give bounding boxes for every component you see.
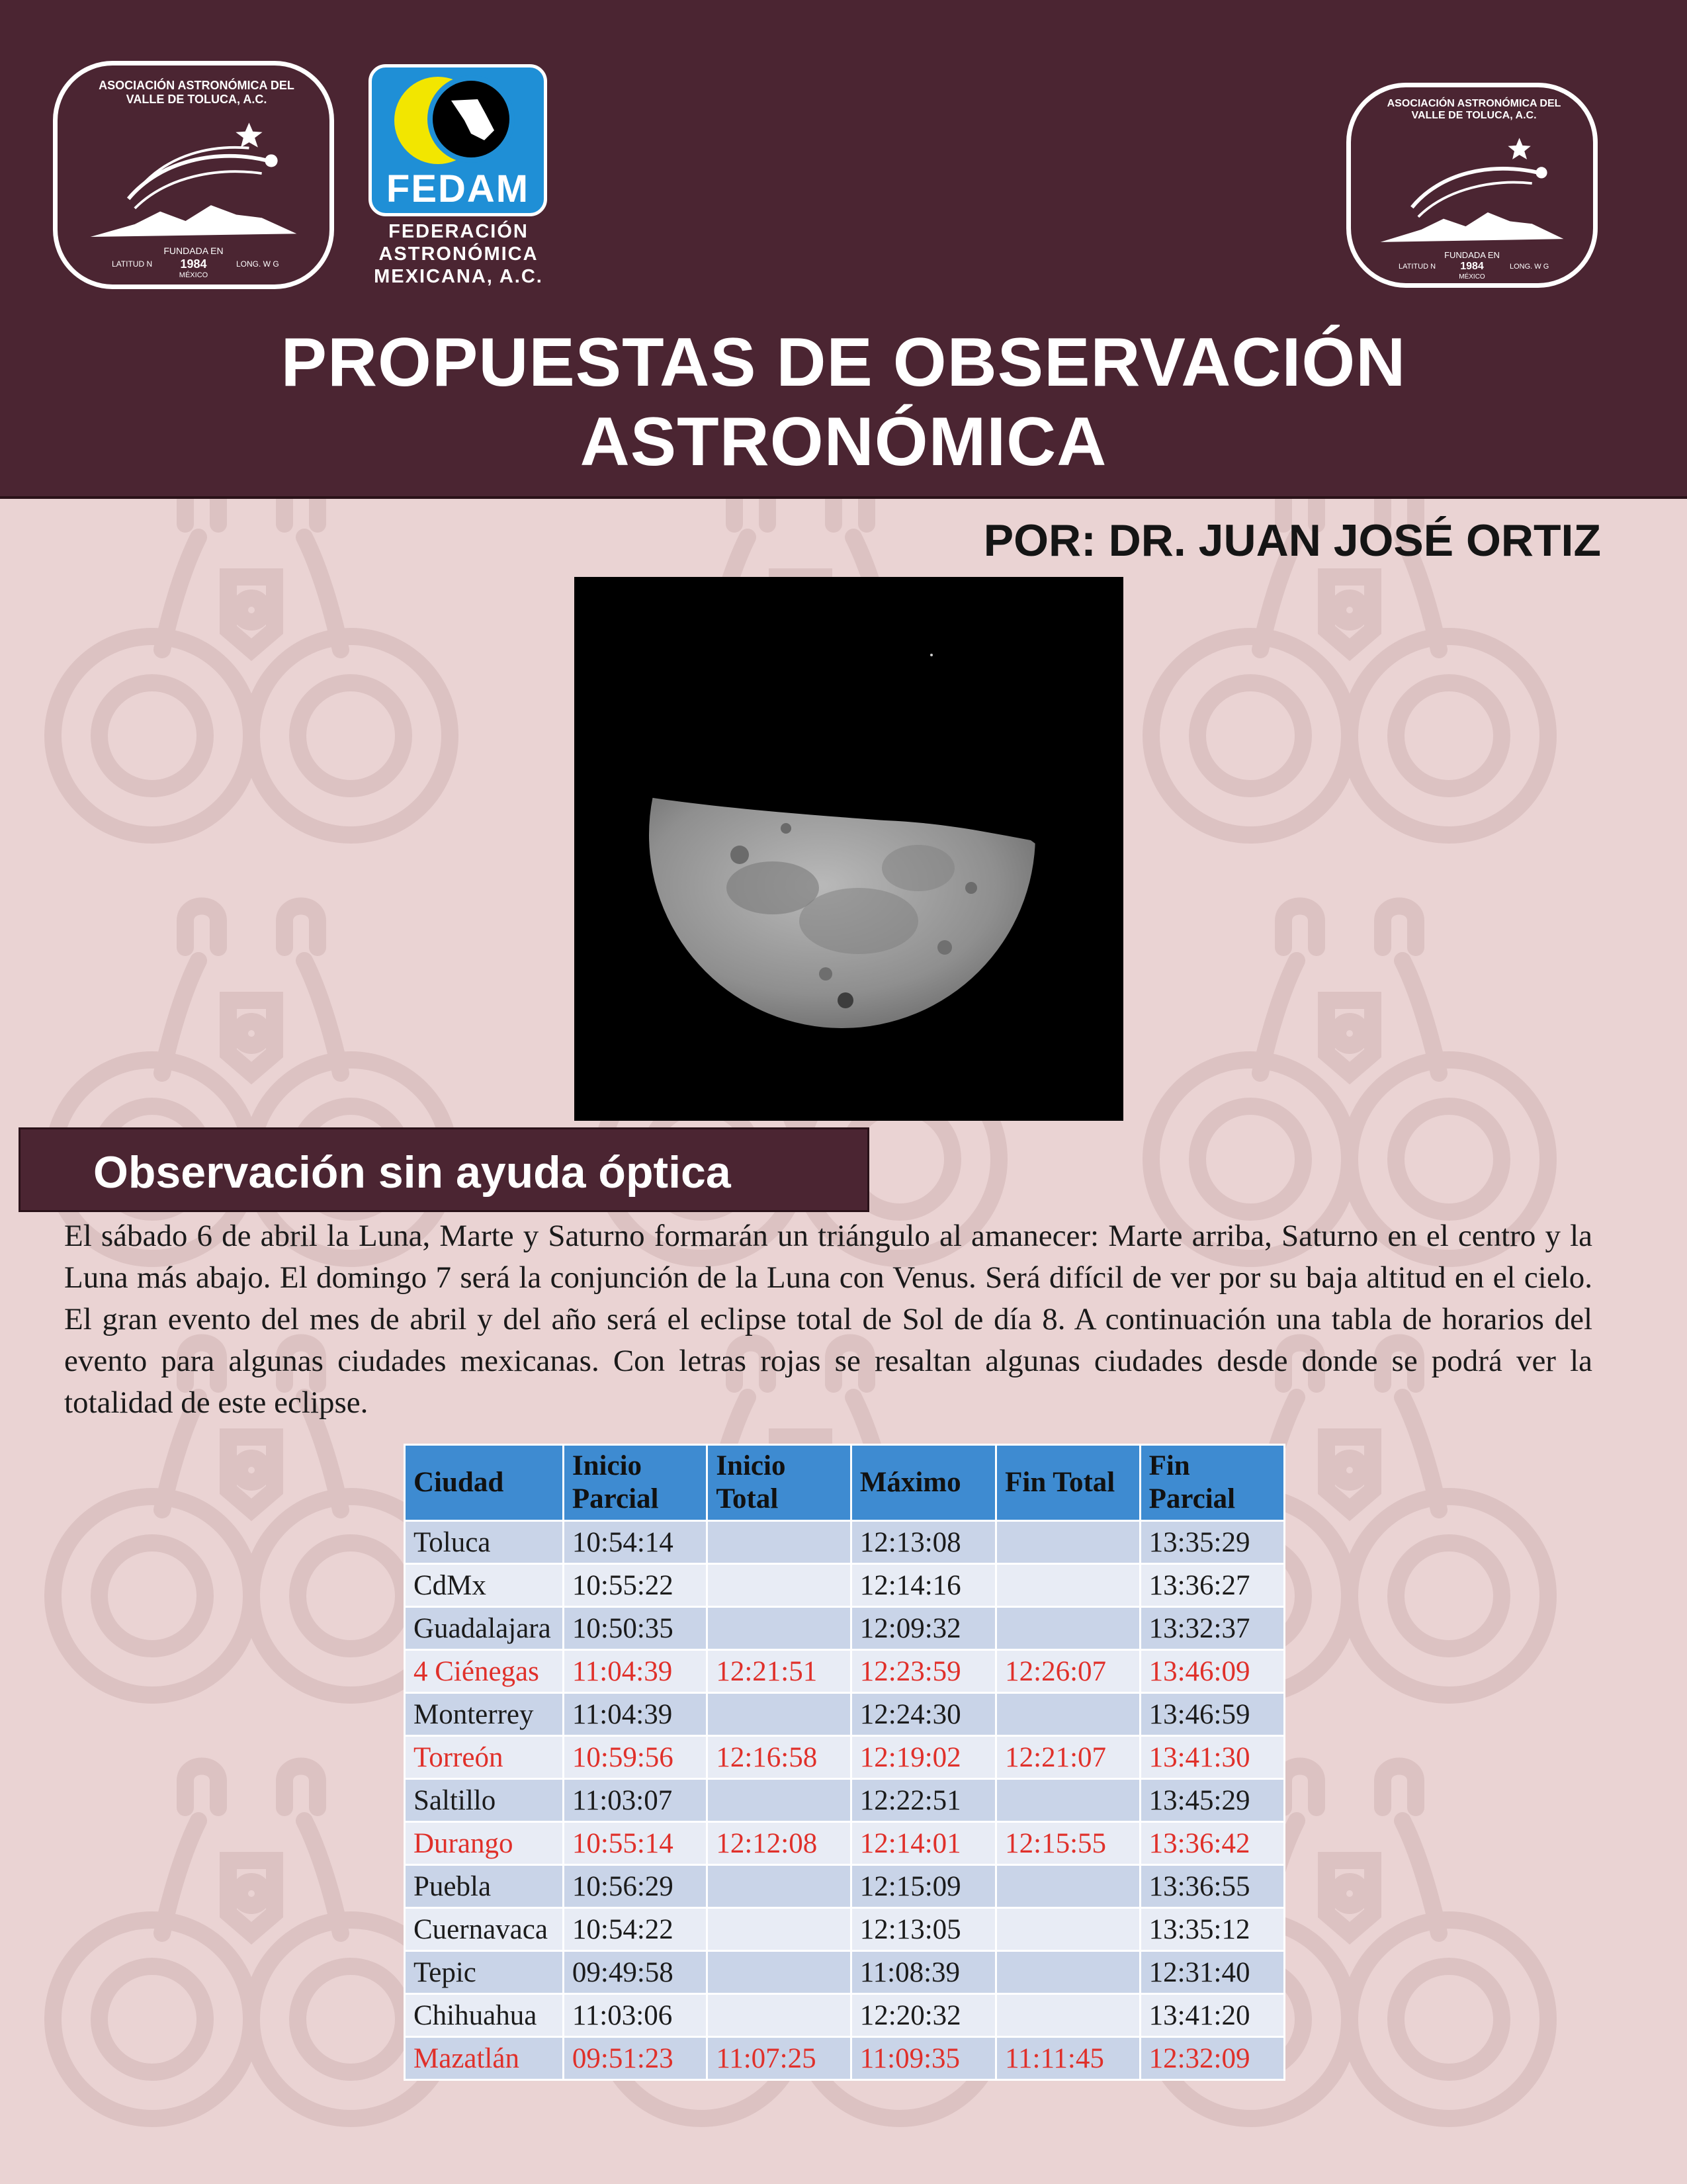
time-cell: 13:36:55: [1140, 1865, 1284, 1908]
time-cell: 13:41:20: [1140, 1994, 1284, 2037]
time-cell: [707, 1951, 851, 1994]
fedam-name-line3: MEXICANA, A.C.: [374, 266, 543, 287]
time-cell: [996, 1865, 1140, 1908]
city-cell: CdMx: [405, 1564, 564, 1607]
seal-lat: LATITUD N: [1399, 263, 1436, 271]
seal-country: MÉXICO: [179, 271, 208, 279]
time-cell: 12:22:51: [851, 1779, 996, 1822]
column-header-line: Parcial: [1148, 1483, 1236, 1514]
time-cell: 11:03:06: [563, 1994, 707, 2037]
table-row: [405, 1779, 1285, 1822]
seal-fundada: FUNDADA EN: [163, 245, 224, 256]
table-row: [405, 1951, 1285, 1994]
city-cell: Toluca: [405, 1521, 564, 1564]
time-cell: 10:54:14: [563, 1521, 707, 1564]
table-row: [405, 1693, 1285, 1736]
section-title: Observación sin ayuda óptica: [93, 1147, 731, 1198]
time-cell: 11:03:07: [563, 1779, 707, 1822]
seal-long: LONG. W G: [236, 259, 279, 269]
time-cell: 12:20:32: [851, 1994, 996, 2037]
page-header: [0, 0, 1687, 496]
time-cell: 10:55:22: [563, 1564, 707, 1607]
page-title-line1: PROPUESTAS DE OBSERVACIÓN: [281, 324, 1406, 401]
time-cell: 13:32:37: [1140, 1607, 1284, 1650]
fedam-name-line2: ASTRONÓMICA: [378, 243, 539, 265]
city-cell: Guadalajara: [405, 1607, 564, 1650]
time-cell: 13:36:42: [1140, 1822, 1284, 1865]
column-header: [563, 1445, 707, 1521]
column-header-line: Inicio: [716, 1450, 786, 1481]
city-cell: Saltillo: [405, 1779, 564, 1822]
seal-year: 1984: [180, 257, 207, 271]
column-header: [996, 1445, 1140, 1521]
time-cell: 13:35:12: [1140, 1908, 1284, 1951]
time-cell: 09:51:23: [563, 2037, 707, 2080]
time-cell: 12:19:02: [851, 1736, 996, 1779]
section-body: El sábado 6 de abril la Luna, Marte y Saturno formarán un triángulo al amanecer: Marte arriba, Saturno en el centro y la Luna más abajo. El domingo 7 será la conjunción de la Luna con Venus. Será difícil de ver por su baja altitud en el cielo. El gran evento del mes de abril y del año será el eclipse total de Sol de día 8. A continuación una tabla de horarios del evento para algunas ciudades mexicanas. Con letras rojas se resaltan algunas ciudades desde donde se podrá ver la totalidad de este eclipse.: [64, 1219, 1592, 1420]
moon-icon: [574, 577, 1123, 1121]
header-divider: [0, 496, 1687, 499]
column-header: [851, 1445, 996, 1521]
city-cell: Puebla: [405, 1865, 564, 1908]
column-header-line: Total: [716, 1483, 779, 1514]
fedam-logo-text: FEDAM: [386, 167, 530, 210]
time-cell: 12:24:30: [851, 1693, 996, 1736]
city-cell: Durango: [405, 1822, 564, 1865]
time-cell: 09:49:58: [563, 1951, 707, 1994]
column-header-line: Ciudad: [413, 1467, 504, 1498]
time-cell: 12:23:59: [851, 1650, 996, 1693]
column-header: [1140, 1445, 1284, 1521]
time-cell: 11:04:39: [563, 1650, 707, 1693]
time-cell: 12:32:09: [1140, 2037, 1284, 2080]
seal-country: MÉXICO: [1459, 273, 1485, 281]
time-cell: 12:14:01: [851, 1822, 996, 1865]
author-byline: POR: DR. JUAN JOSÉ ORTIZ: [983, 515, 1601, 566]
city-cell: Monterrey: [405, 1693, 564, 1736]
table-row: [405, 1736, 1285, 1779]
city-cell: Tepic: [405, 1951, 564, 1994]
time-cell: [707, 1908, 851, 1951]
column-header: [707, 1445, 851, 1521]
time-cell: 12:26:07: [996, 1650, 1140, 1693]
table-row: [405, 1564, 1285, 1607]
time-cell: 12:16:58: [707, 1736, 851, 1779]
time-cell: [996, 1693, 1140, 1736]
time-cell: 11:09:35: [851, 2037, 996, 2080]
column-header-line: Fin Total: [1005, 1467, 1115, 1498]
table-row: [405, 1521, 1285, 1564]
table-header-row: [405, 1445, 1285, 1521]
association-seal-left: [53, 61, 334, 289]
seal-ring-text: ASOCIACIÓN ASTRONÓMICA DEL VALLE DE TOLUCA, A.C.: [99, 79, 294, 106]
time-cell: [996, 1908, 1140, 1951]
time-cell: [707, 1994, 851, 2037]
time-cell: 11:04:39: [563, 1693, 707, 1736]
column-header-line: Inicio: [572, 1450, 642, 1481]
city-cell: Cuernavaca: [405, 1908, 564, 1951]
column-header-line: Fin: [1148, 1450, 1190, 1481]
time-cell: 13:46:09: [1140, 1650, 1284, 1693]
seal-ring-text: ASOCIACIÓN ASTRONÓMICA DEL VALLE DE TOLUCA, A.C.: [1387, 98, 1561, 121]
time-cell: [707, 1865, 851, 1908]
time-cell: [707, 1521, 851, 1564]
time-cell: 11:11:45: [996, 2037, 1140, 2080]
time-cell: [707, 1693, 851, 1736]
time-cell: [996, 1994, 1140, 2037]
time-cell: 12:15:55: [996, 1822, 1140, 1865]
seal-lat: LATITUD N: [112, 259, 153, 269]
time-cell: 12:15:09: [851, 1865, 996, 1908]
table-body: [405, 1521, 1285, 2080]
time-cell: 12:31:40: [1140, 1951, 1284, 1994]
association-seal-right: [1346, 83, 1598, 288]
time-cell: 12:13:05: [851, 1908, 996, 1951]
seal-long: LONG. W G: [1510, 263, 1549, 271]
time-cell: [707, 1564, 851, 1607]
seal-fundada: FUNDADA EN: [1444, 250, 1500, 260]
table-row: [405, 1994, 1285, 2037]
time-cell: 10:55:14: [563, 1822, 707, 1865]
time-cell: 12:09:32: [851, 1607, 996, 1650]
city-cell: Mazatlán: [405, 2037, 564, 2080]
fedam-name-line1: FEDERACIÓN: [388, 221, 529, 242]
table-row: [405, 1865, 1285, 1908]
table-row: [405, 1607, 1285, 1650]
time-cell: 13:35:29: [1140, 1521, 1284, 1564]
time-cell: 10:50:35: [563, 1607, 707, 1650]
table-row: [405, 2037, 1285, 2080]
city-cell: Torreón: [405, 1736, 564, 1779]
time-cell: [996, 1564, 1140, 1607]
city-cell: 4 Ciénegas: [405, 1650, 564, 1693]
time-cell: 10:54:22: [563, 1908, 707, 1951]
time-cell: [707, 1779, 851, 1822]
column-header-line: Parcial: [572, 1483, 659, 1514]
table-row: [405, 1908, 1285, 1951]
time-cell: 11:07:25: [707, 2037, 851, 2080]
time-cell: [996, 1779, 1140, 1822]
time-cell: [707, 1607, 851, 1650]
table-row: [405, 1650, 1285, 1693]
table-row: [405, 1822, 1285, 1865]
time-cell: [996, 1951, 1140, 1994]
time-cell: 10:59:56: [563, 1736, 707, 1779]
column-header-line: Máximo: [859, 1467, 961, 1498]
city-cell: Chihuahua: [405, 1994, 564, 2037]
time-cell: 10:56:29: [563, 1865, 707, 1908]
moon-photo: [574, 577, 1123, 1121]
column-header: [405, 1445, 564, 1521]
eclipse-schedule-table: [404, 1444, 1285, 2081]
time-cell: 12:12:08: [707, 1822, 851, 1865]
section-heading-bar: [19, 1127, 869, 1212]
time-cell: [996, 1607, 1140, 1650]
seal-year: 1984: [1460, 261, 1484, 272]
time-cell: 12:13:08: [851, 1521, 996, 1564]
page-title: [0, 323, 1687, 482]
time-cell: 12:14:16: [851, 1564, 996, 1607]
time-cell: 13:36:27: [1140, 1564, 1284, 1607]
time-cell: 13:46:59: [1140, 1693, 1284, 1736]
time-cell: 13:41:30: [1140, 1736, 1284, 1779]
time-cell: 13:45:29: [1140, 1779, 1284, 1822]
time-cell: 12:21:51: [707, 1650, 851, 1693]
time-cell: 12:21:07: [996, 1736, 1140, 1779]
page-title-line2: ASTRONÓMICA: [580, 404, 1107, 480]
time-cell: 11:08:39: [851, 1951, 996, 1994]
fedam-logo: [368, 64, 547, 216]
time-cell: [996, 1521, 1140, 1564]
